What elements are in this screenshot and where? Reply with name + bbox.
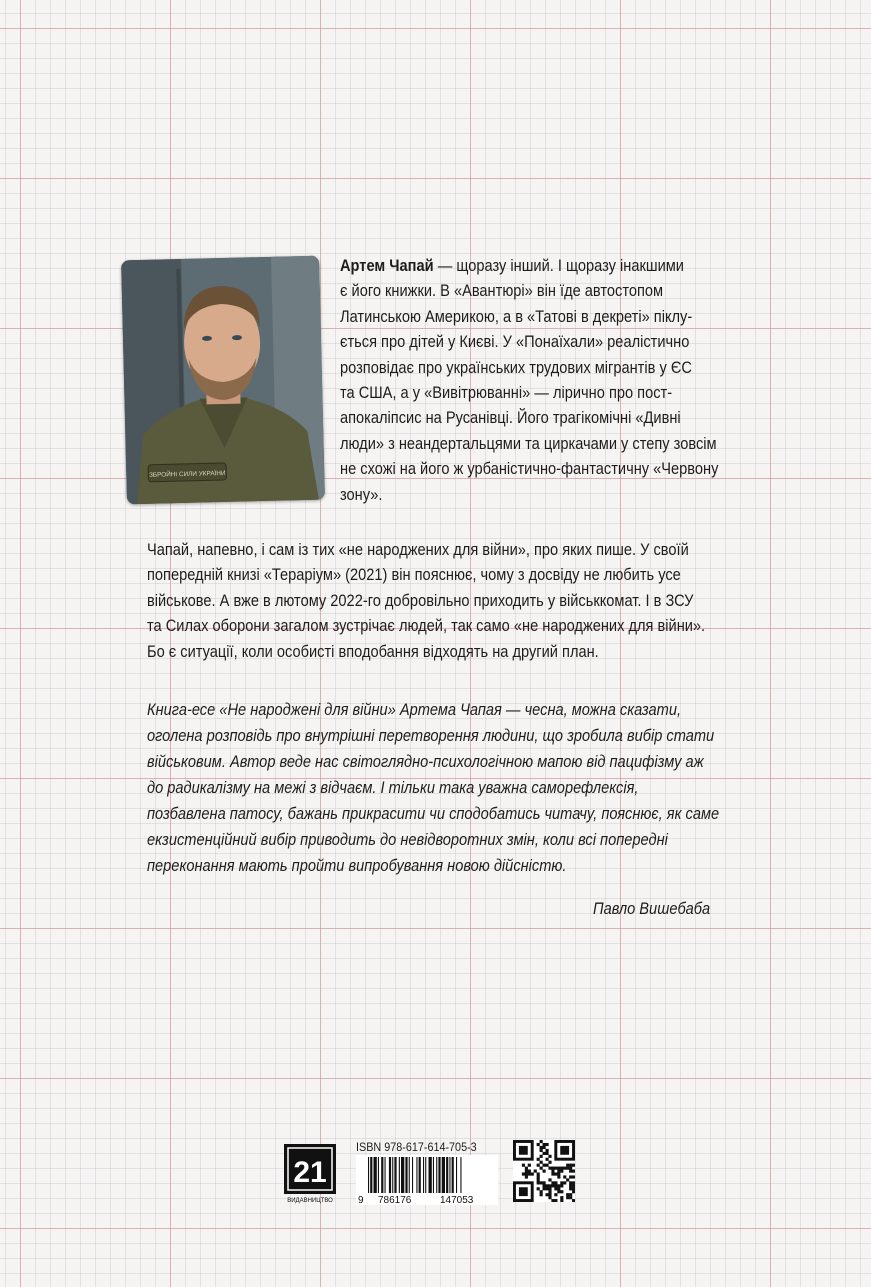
- barcode-bar: [429, 1157, 432, 1193]
- qr-module: [560, 1181, 563, 1184]
- author-bio: [340, 253, 734, 507]
- qr-module: [528, 1172, 531, 1175]
- qr-module: [531, 1172, 534, 1175]
- uniform-patch-text: ЗБРОЙНІ СИЛИ УКРАЇНИ: [148, 469, 226, 479]
- qr-module: [566, 1167, 569, 1170]
- barcode-bar: [385, 1157, 386, 1193]
- barcode-bar: [460, 1157, 461, 1193]
- bio-line: апокаліпсис на Русанівці. Його трагікомічні «Дивні: [340, 408, 681, 428]
- qr-module: [566, 1178, 569, 1181]
- qr-module: [551, 1170, 554, 1173]
- qr-module: [537, 1164, 540, 1167]
- publisher-logo-caption: ВИДАВНИЦТВО: [287, 1198, 333, 1204]
- review-quote: [147, 697, 732, 879]
- qr-module: [540, 1149, 543, 1152]
- barcode-bar: [425, 1157, 426, 1193]
- barcode-digits-right: 147053: [440, 1195, 474, 1205]
- qr-module: [543, 1143, 546, 1146]
- qr-module: [545, 1149, 548, 1152]
- qr-module: [563, 1167, 566, 1170]
- qr-module: [551, 1167, 554, 1170]
- paragraph-line: Бо є ситуації, коли особисті вподобання відходять на другий план.: [147, 641, 599, 661]
- bio-line: люди» з неандертальцями та циркачами у степу зовсім: [340, 433, 717, 453]
- qr-module: [545, 1164, 548, 1167]
- qr-module: [551, 1172, 554, 1175]
- quote-line: екзистенційний вибір приводить до невідворотних змін, коли всі попередні: [147, 830, 668, 849]
- qr-module: [554, 1172, 557, 1175]
- qr-module: [557, 1167, 560, 1170]
- qr-module: [554, 1167, 557, 1170]
- qr-module: [557, 1190, 560, 1193]
- qr-module: [540, 1181, 543, 1184]
- qr-module: [545, 1184, 548, 1187]
- barcode-bar: [416, 1157, 417, 1193]
- qr-module: [534, 1170, 537, 1173]
- author-portrait-image: [121, 256, 325, 505]
- qr-module: [551, 1184, 554, 1187]
- barcode-bar: [446, 1157, 448, 1193]
- qr-code: [513, 1140, 575, 1202]
- review-author: Павло Вишебаба: [593, 899, 711, 918]
- qr-module: [537, 1187, 540, 1190]
- qr-module: [554, 1181, 557, 1184]
- qr-module: [554, 1187, 557, 1190]
- qr-module: [569, 1193, 572, 1196]
- qr-module: [569, 1175, 572, 1178]
- qr-module: [545, 1158, 548, 1161]
- qr-module: [569, 1187, 572, 1190]
- barcode-bar: [456, 1157, 457, 1193]
- qr-module: [525, 1175, 528, 1178]
- qr-module: [551, 1199, 554, 1202]
- qr-module: [548, 1155, 551, 1158]
- qr-module: [572, 1181, 575, 1184]
- barcode-bar: [378, 1157, 379, 1193]
- qr-module: [543, 1164, 546, 1167]
- qr-module: [572, 1164, 575, 1167]
- book-context-paragraph: [147, 537, 706, 664]
- publisher-logo-number: 21: [293, 1156, 327, 1189]
- qr-module: [525, 1167, 528, 1170]
- author-photo: [121, 256, 325, 505]
- barcode-bar: [399, 1157, 400, 1193]
- quote-line: до радикалізму на межі з відчаєм. І тільки така уважна саморефлексія,: [147, 778, 639, 797]
- barcode-bar: [419, 1157, 421, 1193]
- qr-module: [543, 1170, 546, 1173]
- qr-module: [537, 1175, 540, 1178]
- qr-finder-pattern: [519, 1146, 528, 1155]
- qr-module: [543, 1181, 546, 1184]
- qr-module: [572, 1170, 575, 1173]
- barcode-bar: [436, 1157, 437, 1193]
- paragraph-line: Чапай, напевно, і сам із тих «не народжених для війни», про яких пише. У своїй: [147, 540, 689, 559]
- barcode-bar: [423, 1157, 424, 1193]
- paragraph-line: та Силах оборони загалом зустрічає людей, так само «не народжених для війни».: [147, 616, 706, 636]
- barcode-bar: [412, 1157, 413, 1193]
- quote-line: позбавлена патосу, бажань прикрасити чи сподобатись читачу, пояснює, як саме: [147, 804, 720, 823]
- qr-module: [537, 1178, 540, 1181]
- qr-module: [543, 1146, 546, 1149]
- qr-module: [560, 1199, 563, 1202]
- qr-module: [540, 1193, 543, 1196]
- bio-line-text: — щоразу інший. І щоразу інакшими: [433, 256, 684, 275]
- qr-module: [543, 1187, 546, 1190]
- qr-module: [566, 1164, 569, 1167]
- barcode-bar: [452, 1157, 454, 1193]
- qr-module: [554, 1184, 557, 1187]
- isbn-label: ISBN 978-617-614-705-3: [356, 1140, 477, 1154]
- isbn-barcode: [356, 1155, 498, 1205]
- qr-module: [572, 1184, 575, 1187]
- barcode-bar: [370, 1157, 372, 1193]
- qr-module: [540, 1155, 543, 1158]
- qr-module: [569, 1184, 572, 1187]
- qr-module: [551, 1181, 554, 1184]
- qr-module: [545, 1152, 548, 1155]
- qr-module: [540, 1190, 543, 1193]
- bio-line: та США, а у «Вивітрюванні» — лірично про пост-: [340, 383, 673, 403]
- barcode-bar: [405, 1157, 407, 1193]
- qr-module: [569, 1170, 572, 1173]
- qr-module: [537, 1172, 540, 1175]
- qr-module: [537, 1158, 540, 1161]
- quote-line: військовим. Автор веде нас світоглядно-психологічною мапою від пацифізму аж: [147, 752, 704, 771]
- bio-line: Латинською Америкою, а в «Татові в декреті» піклу-: [340, 306, 693, 326]
- qr-module: [548, 1196, 551, 1199]
- barcode-bar: [381, 1157, 383, 1193]
- barcode-bar: [438, 1157, 440, 1193]
- qr-module: [540, 1140, 543, 1143]
- qr-finder-pattern: [519, 1187, 528, 1196]
- qr-module: [548, 1190, 551, 1193]
- barcode-bar: [394, 1157, 396, 1193]
- qr-module: [537, 1181, 540, 1184]
- qr-module: [540, 1161, 543, 1164]
- qr-module: [543, 1184, 546, 1187]
- qr-module: [569, 1181, 572, 1184]
- qr-module: [557, 1187, 560, 1190]
- barcode-bar: [409, 1157, 410, 1193]
- barcode-digit-first: 9: [358, 1195, 364, 1205]
- qr-module: [572, 1187, 575, 1190]
- qr-module: [560, 1184, 563, 1187]
- qr-module: [548, 1187, 551, 1190]
- qr-module: [548, 1161, 551, 1164]
- qr-module: [545, 1193, 548, 1196]
- qr-module: [554, 1199, 557, 1202]
- bio-line: є його книжки. В «Авантюрі» він їде автостопом: [340, 281, 664, 301]
- quote-line: Книга-есе «Не народжені для війни» Артема Чапая — чесна, можна сказати,: [147, 700, 682, 719]
- paragraph-line: попередній книзі «Тераріум» (2021) він пояснює, чому з досвіду не любить усе: [147, 565, 681, 585]
- qr-module: [528, 1170, 531, 1173]
- qr-module: [560, 1167, 563, 1170]
- barcode-bar: [368, 1157, 369, 1193]
- qr-module: [525, 1172, 528, 1175]
- qr-finder-pattern: [560, 1146, 569, 1155]
- barcode-bar: [449, 1157, 450, 1193]
- qr-module: [563, 1175, 566, 1178]
- quote-line: переконання мають пройти випробування новою дійсністю.: [147, 856, 567, 875]
- qr-module: [522, 1164, 525, 1167]
- qr-module: [528, 1164, 531, 1167]
- barcode-digits-left: 786176: [378, 1195, 412, 1205]
- barcode-bar: [442, 1157, 445, 1193]
- qr-module: [548, 1184, 551, 1187]
- bio-line: ється про дітей у Києві. У «Понаїхали» реалістично: [340, 332, 690, 352]
- barcode-bar: [392, 1157, 393, 1193]
- qr-module: [554, 1193, 557, 1196]
- qr-module: [569, 1167, 572, 1170]
- paragraph-line: військове. А вже в лютому 2022-го добровільно приходить у військкомат. І в ЗСУ: [147, 590, 694, 610]
- author-name: Артем Чапай: [340, 256, 434, 275]
- qr-module: [569, 1164, 572, 1167]
- barcode-bar: [433, 1157, 434, 1193]
- bio-line: зону».: [340, 484, 383, 504]
- qr-module: [563, 1181, 566, 1184]
- qr-module: [548, 1178, 551, 1181]
- qr-module: [572, 1199, 575, 1202]
- bio-first-line: [340, 253, 734, 278]
- qr-module: [548, 1193, 551, 1196]
- qr-module: [537, 1143, 540, 1146]
- barcode-bar: [374, 1157, 377, 1193]
- qr-module: [525, 1170, 528, 1173]
- qr-module: [545, 1143, 548, 1146]
- qr-module: [572, 1175, 575, 1178]
- qr-module: [560, 1190, 563, 1193]
- quote-line: оголена розповідь про внутрішні перетворення людини, що зробила вибір стати: [147, 726, 715, 745]
- qr-module: [545, 1187, 548, 1190]
- qr-module: [557, 1184, 560, 1187]
- barcode-bar: [401, 1157, 404, 1193]
- qr-module: [548, 1167, 551, 1170]
- qr-module: [540, 1146, 543, 1149]
- publisher-logo: [284, 1144, 336, 1204]
- qr-module: [560, 1196, 563, 1199]
- barcode-bar: [389, 1157, 391, 1193]
- qr-module: [543, 1152, 546, 1155]
- qr-module: [566, 1193, 569, 1196]
- qr-module: [560, 1170, 563, 1173]
- qr-module: [572, 1190, 575, 1193]
- qr-module: [569, 1196, 572, 1199]
- qr-module: [566, 1196, 569, 1199]
- bio-line: розповідає про українських трудових мігрантів у ЄС: [340, 357, 692, 377]
- qr-module: [522, 1172, 525, 1175]
- qr-module: [557, 1172, 560, 1175]
- qr-module: [540, 1167, 543, 1170]
- bio-line: не схожі на його ж урбаністично-фантастичну «Червону: [340, 459, 719, 479]
- qr-module: [557, 1170, 560, 1173]
- qr-module: [557, 1175, 560, 1178]
